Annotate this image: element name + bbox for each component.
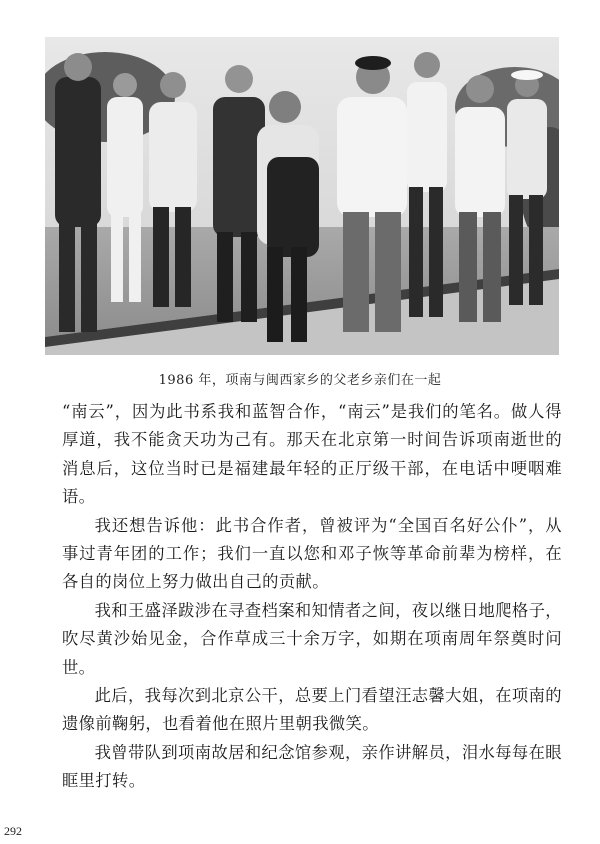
body-text <box>62 398 562 796</box>
paragraph: “南云”，因为此书系我和蓝智合作，“南云”是我们的笔名。做人得厚道，我不能贪天功为己有。那天在北京第一时间告诉项南逝世的消息后，这位当时已是福建最年轻的正厅级干部，在电话中哽咽难语。 <box>62 402 562 507</box>
page-number: 292 <box>4 824 22 838</box>
paragraph: 此后，我每次到北京公干，总要上门看望汪志馨大姐，在项南的遗像前鞠躬，也看着他在照片里朝我微笑。 <box>62 686 562 734</box>
paragraph: 我曾带队到项南故居和纪念馆参观，亲作讲解员，泪水每每在眼眶里打转。 <box>62 742 562 791</box>
paragraph: 我还想告诉他：此书合作者，曾被评为“全国百名好公仆”，从事过青年团的工作；我们一直以您和邓子恢等革命前辈为榜样，在各自的岗位上努力做出自己的贡献。 <box>62 515 562 592</box>
photo-caption: 1986 年，项南与闽西家乡的父老乡亲们在一起 <box>158 373 442 388</box>
paragraph: 我和王盛泽跋涉在寻查档案和知情者之间，夜以继日地爬格子，吹尽黄沙始见金，合作草成三十余万字，如期在项南周年祭奠时问世。 <box>62 600 562 677</box>
photograph <box>45 37 559 355</box>
photo-illustration <box>45 37 559 355</box>
